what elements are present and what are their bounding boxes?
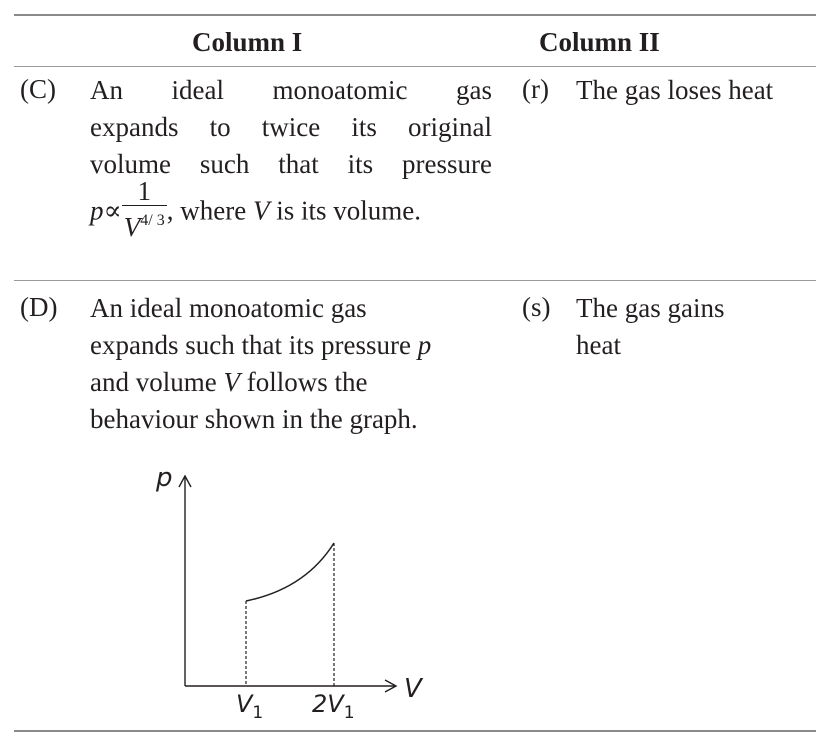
row-c-word: gas <box>455 75 492 105</box>
v1-tick-subscript: 1 <box>252 703 264 723</box>
row-c-tail-text: , where <box>166 195 253 226</box>
exponent: 4/ 3 <box>140 212 165 229</box>
2v1-tick-base: 2V <box>312 690 344 718</box>
y-axis-label: p <box>156 463 173 493</box>
pressure-symbol: p <box>417 330 432 360</box>
row-d-text-part: expands such that its pressure <box>90 330 418 360</box>
row-c-word: ideal <box>171 75 224 105</box>
row-d-label: (D) <box>20 292 58 322</box>
row-c-tail-text: is its volume. <box>269 195 421 226</box>
column-1-header: Column I <box>192 27 303 57</box>
volume-symbol: V <box>223 367 240 397</box>
v1-tick-label <box>236 690 263 723</box>
row-c-word: An <box>90 75 123 105</box>
row-c-line-2: expands to twice its original <box>90 112 492 142</box>
row-d-line-1: An ideal monoatomic gas <box>90 293 367 323</box>
column-2-header: Column II <box>539 27 660 57</box>
v1-tick-base: V <box>236 690 253 718</box>
table-bottom-rule <box>14 730 816 732</box>
row-s-label: (s) <box>522 292 551 322</box>
row-d-text-part: follows the <box>239 367 368 397</box>
row-s-line-2: heat <box>576 330 621 360</box>
fraction-numerator: 1 <box>137 176 151 206</box>
row-c-line-3: volume such that its pressure <box>90 149 492 179</box>
row-r-label: (r) <box>522 74 549 104</box>
volume-symbol: V <box>123 212 141 242</box>
volume-symbol: V <box>252 195 270 226</box>
row-s-line-1: The gas gains <box>576 293 725 323</box>
proportional-symbol: ∝ <box>103 195 122 226</box>
2v1-tick-subscript: 1 <box>343 703 355 723</box>
pressure-symbol: p <box>90 195 104 226</box>
row-r-text: The gas loses heat <box>576 75 774 105</box>
x-axis-label: V <box>404 674 422 704</box>
row-c-label: (C) <box>20 74 56 104</box>
row-d-line-4: behaviour shown in the graph. <box>90 404 418 434</box>
2v1-tick-label <box>312 690 355 723</box>
row-c-word: monoatomic <box>272 75 408 105</box>
pv-curve <box>246 543 334 601</box>
row-d-text-part: and volume <box>90 367 224 397</box>
